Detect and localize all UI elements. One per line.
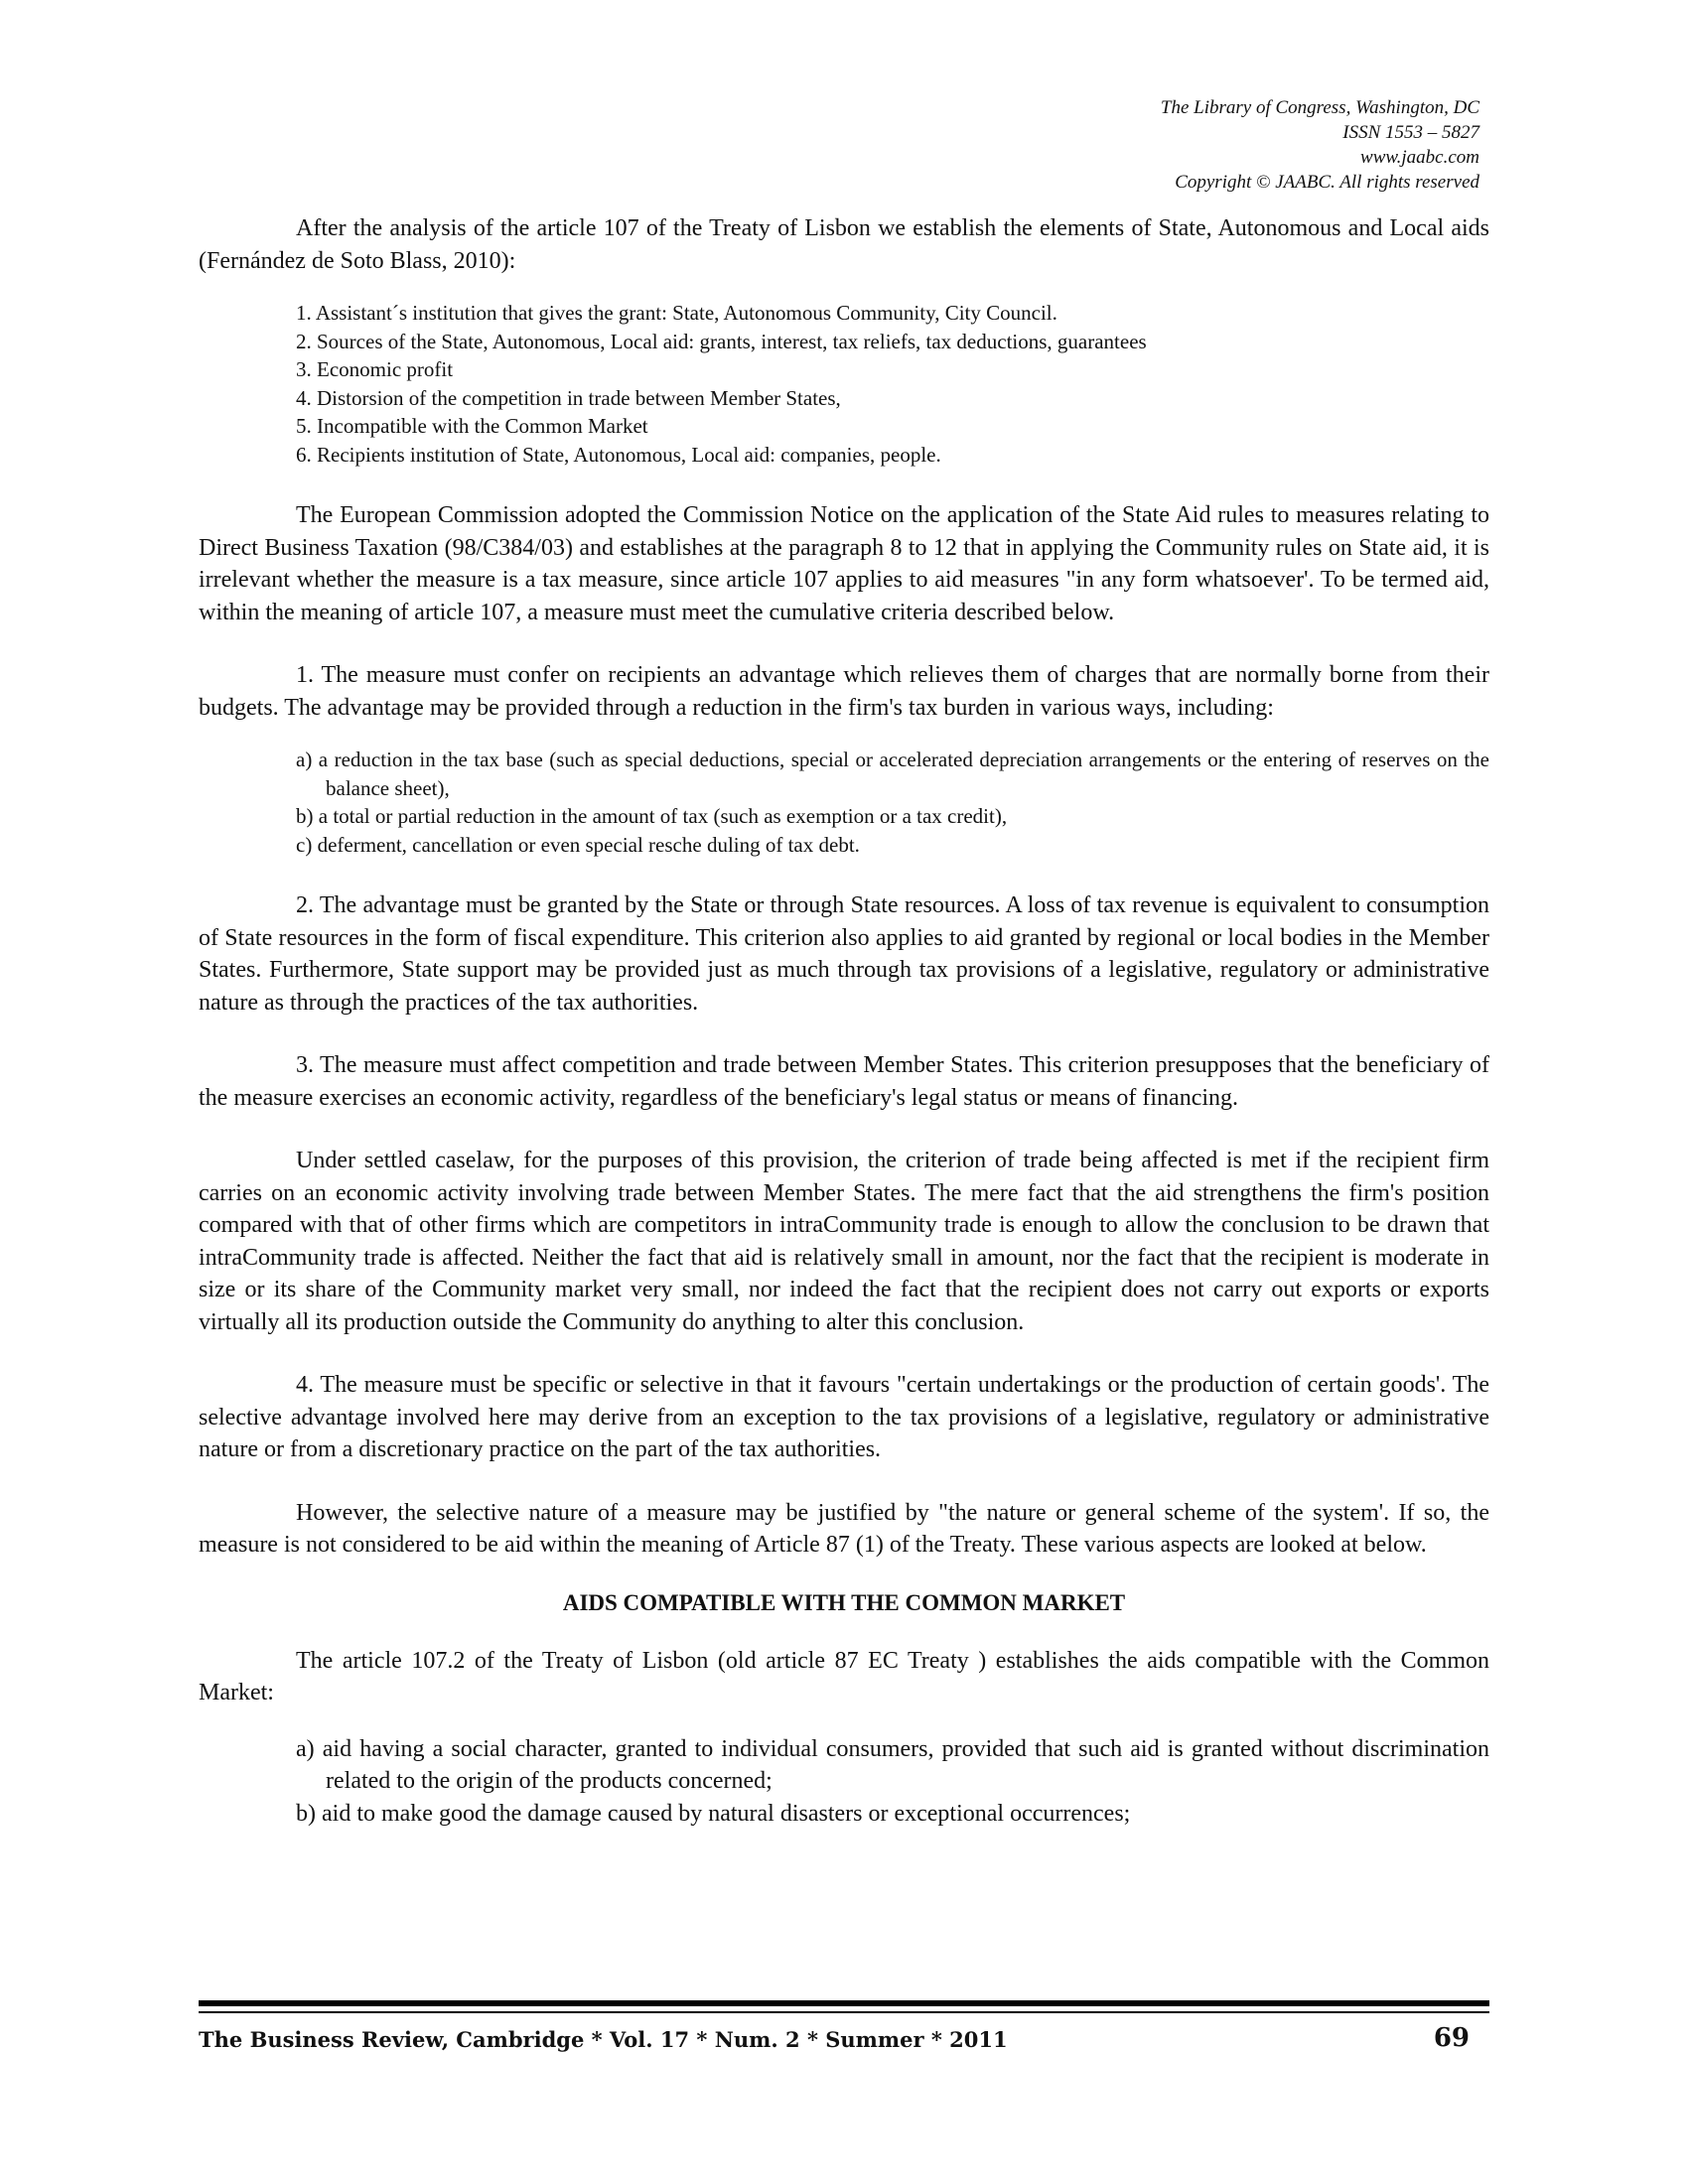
compatible-aids-list [199, 1733, 1489, 1831]
header-issn: ISSN 1553 – 5827 [1342, 122, 1479, 143]
footer-rule-thick [199, 2000, 1489, 2006]
list-item: b) aid to make good the damage caused by natural disasters or exceptional occurrences; [296, 1800, 1131, 1827]
elements-list [199, 299, 1489, 469]
list-item: b) a total or partial reduction in the amount of tax (such as exemption or a tax credit), [296, 804, 1008, 828]
header-copyright: Copyright © JAABC. All rights reserved [1175, 172, 1479, 193]
list-item: 4. Distorsion of the competition in trade between Member States, [296, 385, 841, 410]
header-library: The Library of Congress, Washington, DC [1160, 97, 1479, 118]
footer-rule-thin [199, 2011, 1489, 2013]
caselaw-paragraph: Under settled caselaw, for the purposes of this provision, the criterion of trade being affected is met if the recipient firm carries on an economic activity involving trade between Member States. The mere fact that the aid strengthens the firm's position compared with that of other firms which are competitors in intraCommunity trade is enough to allow the conclusion to be drawn that intraCommunity trade is affected. Neither the fact that aid is relatively small in amount, nor the fact that the recipient is moderate in size or its share of the Community market very small, nor indeed the fact that the recipient does not carry out exports or exports virtually all its production outside the Community do anything to alter this conclusion. [199, 1148, 1489, 1335]
list-item: a) a reduction in the tax base (such as special deductions, special or accelerated depreciation arrangements or the entering of reserves on the balance sheet), [296, 748, 1489, 800]
list-item: a) aid having a social character, granted to individual consumers, provided that such aid is granted without discrimination related to the origin of the products concerned; [296, 1735, 1489, 1794]
list-item: 5. Incompatible with the Common Market [296, 414, 648, 438]
however-paragraph: However, the selective nature of a measure may be justified by "the nature or general scheme of the system'. If so, the measure is not considered to be aid within the meaning of Article 87 (1) of the Treaty. These various aspects are looked at below. [199, 1499, 1489, 1558]
list-item: 6. Recipients institution of State, Autonomous, Local aid: companies, people. [296, 442, 941, 467]
article-paragraph: The article 107.2 of the Treaty of Lisbon (old article 87 EC Treaty ) establishes the aids compatible with the Common Market: [199, 1647, 1489, 1706]
page-number: 69 [1433, 2023, 1470, 2053]
criterion-3-paragraph: 3. The measure must affect competition and trade between Member States. This criterion presupposes that the beneficiary of the measure exercises an economic activity, regardless of the beneficiary's legal status or means of financing. [199, 1052, 1489, 1111]
list-item: 3. Economic profit [296, 357, 454, 381]
section-heading: AIDS COMPATIBLE WITH THE COMMON MARKET [562, 1589, 1126, 1615]
header-website: www.jaabc.com [1360, 147, 1479, 168]
list-item: 1. Assistant´s institution that gives the grant: State, Autonomous Community, City Council. [296, 301, 1057, 325]
journal-citation: The Business Review, Cambridge * Vol. 17 * Num. 2 * Summer * 2011 [199, 2027, 1008, 2052]
list-item: c) deferment, cancellation or even special resche duling of tax debt. [296, 832, 860, 857]
list-item: 2. Sources of the State, Autonomous, Local aid: grants, interest, tax reliefs, tax deductions, guarantees [296, 329, 1147, 353]
running-header [1161, 95, 1479, 195]
criterion-4-paragraph: 4. The measure must be specific or selective in that it favours "certain undertakings or the production of certain goods'. The selective advantage involved here may derive from an exception to the tax provisions of a legislative, regulatory or administrative nature or from a discretionary practice on the part of the tax authorities. [199, 1372, 1489, 1462]
intro-paragraph: After the analysis of the article 107 of the Treaty of Lisbon we establish the elements of State, Autonomous and Local aids (Fernández de Soto Blass, 2010): [199, 215, 1489, 274]
body-text [199, 212, 1489, 1830]
criterion-2-paragraph: 2. The advantage must be granted by the State or through State resources. A loss of tax revenue is equivalent to consumption of State resources in the form of fiscal expenditure. This criterion also applies to aid granted by regional or local bodies in the Member States. Furthermore, State support may be provided just as much through tax provisions of a legislative, regulatory or administrative nature as through the practices of the tax authorities. [199, 892, 1489, 1016]
tax-burden-ways-list [199, 746, 1489, 859]
criterion-1-paragraph: 1. The measure must confer on recipients an advantage which relieves them of charges that are normally borne from their budgets. The advantage may be provided through a reduction in the firm's tax burden in various ways, including: [199, 662, 1489, 721]
commission-paragraph: The European Commission adopted the Commission Notice on the application of the State Aid rules to measures relating to Direct Business Taxation (98/C384/03) and establishes at the paragraph 8 to 12 that in applying the Community rules on State aid, it is irrelevant whether the measure is a tax measure, since article 107 applies to aid measures "in any form whatsoever'. To be termed aid, within the meaning of article 107, a measure must meet the cumulative criteria described below. [199, 502, 1489, 625]
